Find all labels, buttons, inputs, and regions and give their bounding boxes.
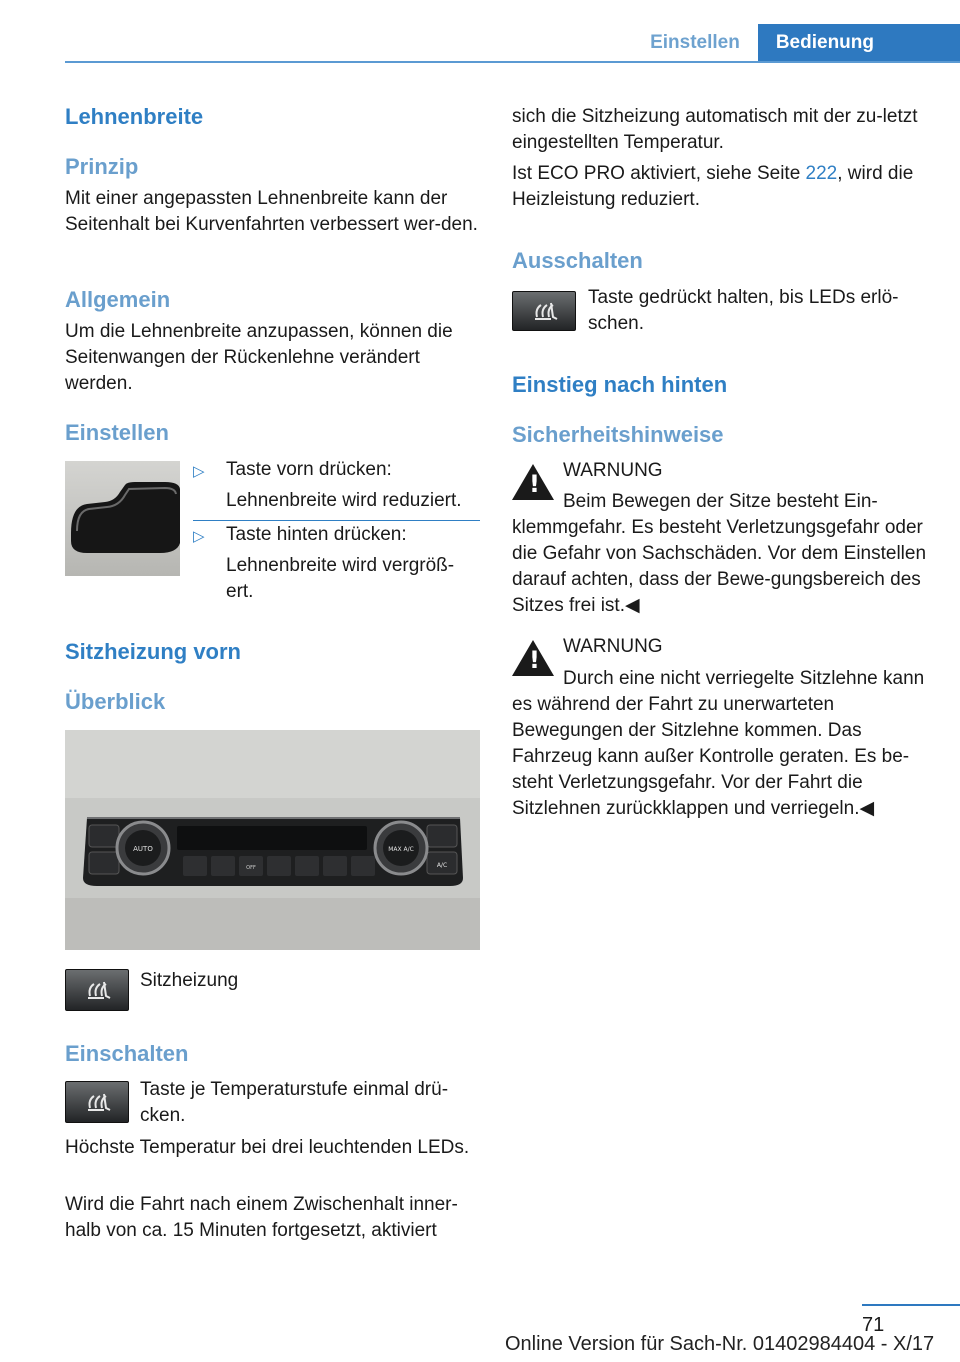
seat-heating-icon	[66, 970, 128, 1010]
ausschalten-text: Taste gedrückt halten, bis LEDs erlö-schen.	[588, 287, 899, 334]
page-link[interactable]: 222	[805, 163, 838, 184]
heading-einstellen: Einstellen	[65, 420, 169, 445]
tab-bedienung[interactable]: Bedienung	[758, 24, 960, 62]
warning2-label: WARNUNG	[563, 636, 663, 657]
heading-ausschalten: Ausschalten	[512, 248, 643, 273]
seat-heating-button	[65, 969, 129, 1011]
warning1-label: WARNUNG	[563, 460, 663, 481]
page-number: 71	[862, 1314, 885, 1336]
tab-einstellen[interactable]: Einstellen	[650, 32, 740, 53]
heading-allgemein: Allgemein	[65, 287, 171, 312]
heading-prinzip: Prinzip	[65, 154, 139, 179]
seat-heating-button	[65, 1081, 129, 1123]
heading-einstieg: Einstieg nach hinten	[512, 372, 728, 397]
eco-text-post: , wird die Heizleistung reduziert.	[512, 163, 914, 210]
sitzheizung-label: Sitzheizung	[140, 970, 239, 991]
heading-lehnenbreite: Lehnenbreite	[65, 104, 204, 129]
header-tabs	[632, 24, 960, 62]
bullet1-title: Taste vorn drücken:	[226, 459, 392, 480]
heading-sicherheit: Sicherheitshinweise	[512, 422, 724, 447]
warning2-text: Durch eine nicht verriegelte Sitzlehne kann es während der Fahrt zu unerwarteten Bewegungen der Sitzlehne kommen. Das Fahrzeug kann außer Kontrolle geraten. Es be-steht Verletzungsgefahr. Vor der Fahrt die Sitzlehnen zurückklappen und verriegeln.◀	[512, 668, 925, 819]
paragraph-eco	[512, 161, 927, 213]
bullet-divider	[193, 520, 480, 521]
panel-auto-label: AUTO	[133, 845, 153, 853]
warning1-text: Beim Bewegen der Sitze besteht Ein-klemmgefahr. Es besteht Verletzungsgefahr oder die Gefahr von Sachschäden. Vor dem Einstellen darauf achten, dass der Bewe-gungsbereich des Sitzes frei ist.◀	[512, 491, 927, 616]
climate-panel-illustration	[65, 730, 480, 950]
panel-off-label: OFF	[246, 865, 256, 871]
paragraph-hoechste: Höchste Temperatur bei drei leuchtenden LEDs.	[65, 1137, 470, 1158]
backrest-width-button	[65, 461, 180, 576]
footer-rule	[862, 1304, 960, 1306]
bullet1-text: Lehnenbreite wird reduziert.	[226, 490, 462, 511]
backrest-width-button-image	[65, 461, 180, 576]
paragraph-prinzip: Mit einer angepassten Lehnenbreite kann der Seitenhalt bei Kurvenfahrten verbessert wer-den.	[65, 188, 478, 235]
bullet2-text: Lehnenbreite wird vergröß-ert.	[226, 555, 455, 602]
seat-heating-button	[512, 291, 576, 331]
paragraph-fahrt: Wird die Fahrt nach einem Zwischenhalt inner-halb von ca. 15 Minuten fortgesetzt, aktiviert	[65, 1194, 458, 1241]
eco-text-pre: Ist ECO PRO aktiviert, siehe Seite	[512, 163, 806, 184]
heading-sitzheizung-vorn: Sitzheizung vorn	[65, 639, 241, 664]
bullet-triangle-icon: ▷	[193, 528, 205, 545]
online-version: Online Version für Sach-Nr. 01402984404 - X/17	[505, 1333, 935, 1355]
bullet-triangle-icon: ▷	[193, 463, 205, 480]
seat-heating-icon	[66, 1082, 128, 1122]
paragraph-allgemein: Um die Lehnenbreite anzupassen, können die Seitenwangen der Rückenlehne verändert werden.	[65, 321, 453, 394]
heading-einschalten: Einschalten	[65, 1041, 189, 1066]
panel-ac-label: A/C	[436, 862, 448, 869]
panel-max-label: MAX A/C	[388, 846, 414, 853]
einschalten-text: Taste je Temperaturstufe einmal drü-cken.	[140, 1079, 449, 1126]
climate-panel-image	[65, 730, 480, 950]
paragraph-continued: sich die Sitzheizung automatisch mit der zu-letzt eingestellten Temperatur.	[512, 106, 918, 153]
heading-ueberblick: Überblick	[65, 689, 166, 714]
header-rule	[65, 61, 960, 63]
seat-heating-icon	[513, 292, 575, 330]
bullet2-title: Taste hinten drücken:	[226, 524, 407, 545]
